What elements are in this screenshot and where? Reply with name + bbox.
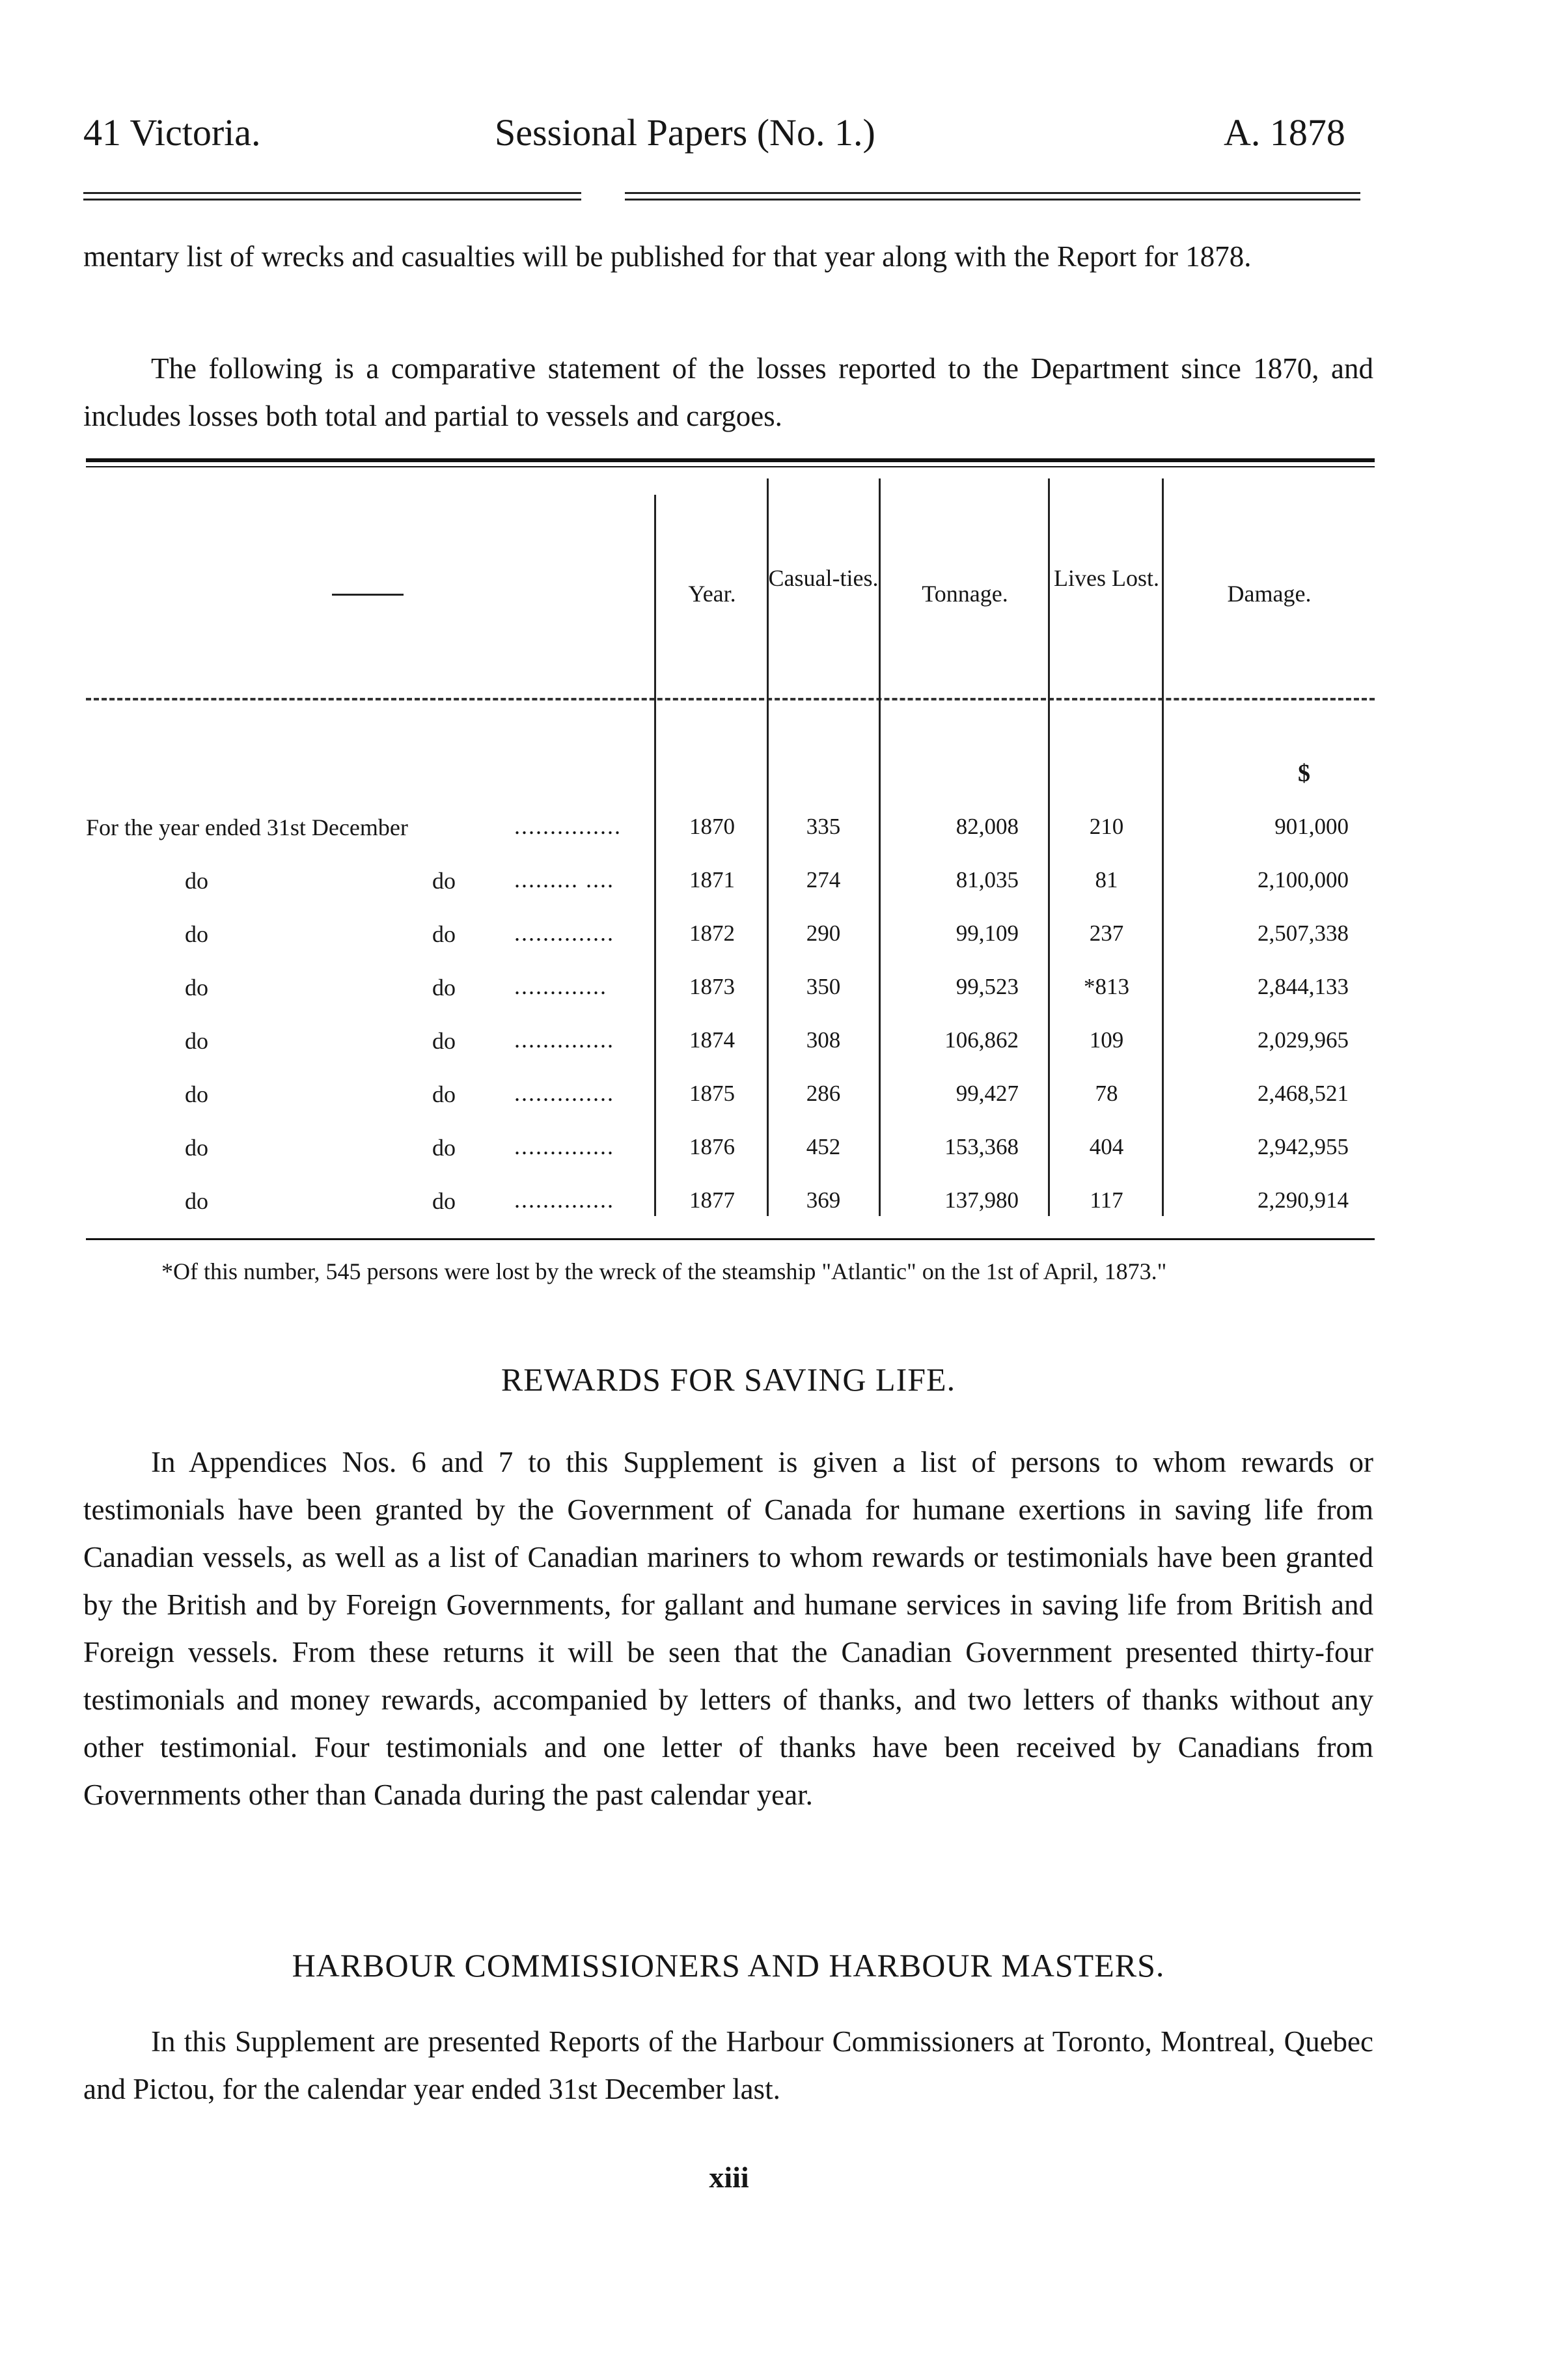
cell-year: 1873	[689, 974, 735, 999]
header-rule-left-2	[83, 199, 581, 201]
cell-casualties: 274	[806, 867, 841, 893]
cell-tonnage: 99,109	[956, 920, 1019, 946]
cell-damage: 2,942,955	[1258, 1134, 1349, 1159]
leader-dots: ...............	[514, 813, 622, 839]
ditto: do	[185, 1028, 208, 1054]
section-heading-harbour: HARBOUR COMMISSIONERS AND HARBOUR MASTERS.	[292, 1947, 1165, 1984]
cell-tonnage: 82,008	[956, 814, 1019, 839]
leader-dots: ..............	[514, 1187, 614, 1213]
ditto: do	[185, 868, 208, 894]
row-label-1870: For the year ended 31st December	[86, 814, 408, 840]
cell-damage: 2,029,965	[1258, 1027, 1349, 1053]
divider-tonnage	[879, 478, 881, 1216]
cell-damage: 2,290,914	[1258, 1187, 1349, 1213]
cell-year: 1872	[689, 920, 735, 946]
header-rule-right	[625, 192, 1360, 194]
cell-damage: 2,468,521	[1258, 1081, 1349, 1106]
cell-year: 1870	[689, 814, 735, 839]
ditto: do	[185, 921, 208, 947]
col-head-lives-lost: Lives Lost.	[1054, 565, 1159, 591]
cell-casualties: 452	[806, 1134, 841, 1159]
cell-lives-lost: 237	[1089, 920, 1124, 946]
leader-dots: ..............	[514, 1133, 614, 1159]
cell-damage: 2,100,000	[1258, 867, 1349, 893]
ditto: do	[432, 868, 456, 894]
col-head-casualties: Casual-ties.	[768, 565, 879, 591]
leader-dots: .............	[514, 973, 607, 999]
cell-tonnage: 106,862	[944, 1027, 1019, 1053]
col-head-description	[332, 594, 404, 596]
ditto: do	[432, 1081, 456, 1107]
rewards-paragraph: In Appendices Nos. 6 and 7 to this Supplement is given a list of persons to whom rewards or testimonials have been granted by the Government of Canada for humane exertions in saving life from Canadian vessels, as well as a list of Canadian mariners to whom rewards or testimonials have been granted by the British and by Foreign Governments, for gallant and humane services in saving life from British and Foreign vessels. From these returns it will be seen that the Canadian Government presented thirty-four testimonials and money rewards, accompanied by letters of thanks, and two letters of thanks without any other testimonial. Four testimonials and one letter of thanks have been received by Canadians from Governments other than Canada during the past calendar year.	[83, 1446, 1373, 1811]
cell-casualties: 290	[806, 920, 841, 946]
table-top-rule	[86, 458, 1375, 462]
ditto: do	[432, 1028, 456, 1054]
ditto: do	[185, 1188, 208, 1214]
ditto: do	[432, 921, 456, 947]
cell-lives-lost: 117	[1090, 1187, 1123, 1213]
table-top-rule-thin	[86, 466, 1375, 467]
leader-dots: ......... ....	[514, 866, 614, 893]
cell-damage: 2,507,338	[1258, 920, 1349, 946]
cell-casualties: 308	[806, 1027, 841, 1053]
col-head-damage: Damage.	[1227, 581, 1312, 607]
ditto: do	[185, 1081, 208, 1107]
cell-year: 1875	[689, 1081, 735, 1106]
intro-continuation: mentary list of wrecks and casualties will be published for that year along with the Report for 1878.	[83, 240, 1252, 273]
divider-lives	[1048, 478, 1050, 1216]
header-year: A. 1878	[1224, 111, 1345, 154]
leader-dots: ..............	[514, 920, 614, 946]
page-number: xiii	[709, 2161, 749, 2194]
intro-statement: The following is a comparative statement of the losses reported to the Department since 1870, and includes losses both total and partial to vessels and cargoes.	[83, 352, 1373, 432]
cell-lives-lost: *813	[1084, 974, 1129, 999]
header-session: 41 Victoria.	[83, 111, 261, 154]
divider-damage	[1162, 478, 1164, 1216]
section-heading-rewards: REWARDS FOR SAVING LIFE.	[501, 1361, 956, 1398]
ditto: do	[185, 1135, 208, 1161]
cell-lives-lost: 109	[1089, 1027, 1124, 1053]
table-bottom-rule	[86, 1238, 1375, 1240]
cell-lives-lost: 210	[1089, 814, 1124, 839]
cell-casualties: 350	[806, 974, 841, 999]
cell-year: 1871	[689, 867, 735, 893]
cell-year: 1877	[689, 1187, 735, 1213]
cell-year: 1876	[689, 1134, 735, 1159]
cell-lives-lost: 78	[1095, 1081, 1118, 1106]
header-rule-right-2	[625, 199, 1360, 201]
ditto: do	[185, 975, 208, 1001]
col-head-year: Year.	[688, 581, 736, 607]
table-header-divider	[86, 698, 1375, 700]
ditto: do	[432, 975, 456, 1001]
damage-unit: $	[1298, 760, 1310, 787]
cell-lives-lost: 404	[1089, 1134, 1124, 1159]
col-head-tonnage: Tonnage.	[922, 581, 1008, 607]
header-rule-left	[83, 192, 581, 194]
divider-year	[654, 495, 656, 1216]
cell-damage: 2,844,133	[1258, 974, 1349, 999]
cell-casualties: 286	[806, 1081, 841, 1106]
cell-damage: 901,000	[1274, 814, 1349, 839]
cell-tonnage: 81,035	[956, 867, 1019, 893]
cell-tonnage: 99,427	[956, 1081, 1019, 1106]
cell-lives-lost: 81	[1095, 867, 1118, 893]
cell-tonnage: 137,980	[944, 1187, 1019, 1213]
harbour-paragraph: In this Supplement are presented Reports of the Harbour Commissioners at Toronto, Montreal, Quebec and Pictou, for the calendar year ended 31st December last.	[83, 2025, 1373, 2105]
cell-year: 1874	[689, 1027, 735, 1053]
ditto: do	[432, 1135, 456, 1161]
ditto: do	[432, 1188, 456, 1214]
leader-dots: ..............	[514, 1080, 614, 1106]
leader-dots: ..............	[514, 1027, 614, 1053]
table-footnote: *Of this number, 545 persons were lost by the wreck of the steamship "Atlantic" on the 1st of April, 1873."	[161, 1258, 1167, 1284]
cell-casualties: 335	[806, 814, 841, 839]
header-title: Sessional Papers (No. 1.)	[495, 111, 875, 154]
cell-tonnage: 153,368	[944, 1134, 1019, 1159]
cell-tonnage: 99,523	[956, 974, 1019, 999]
cell-casualties: 369	[806, 1187, 841, 1213]
